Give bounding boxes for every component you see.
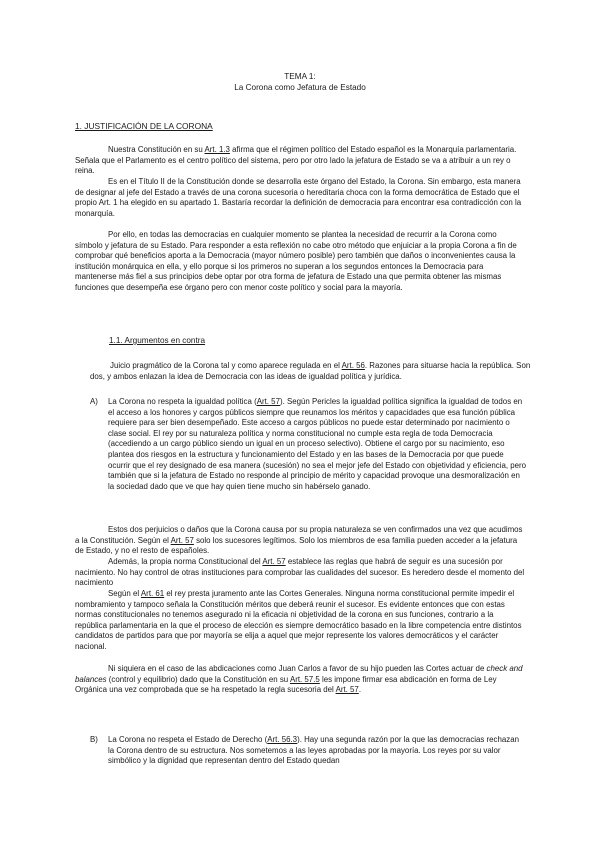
item-b-paragraph-1: La Corona no respeta el Estado de Derecho (Art. 56.3). Hay una segunda razón por la que las democracias rechazan la Corona dentro de su estructura. Nos sometemos a las leyes aprobadas por la mayoría. Los reyes por su valor simbólico y la dignidad que representan dentro del Estado quedan [108,735,520,766]
article-reference: Art. 57.5 [289,674,320,684]
list-marker-b: B) [90,735,98,744]
paragraph-2: Es en el Título II de la Constitución donde se desarrolla este órgano del Estado, la Corona. Sin embargo, esta manera de designar al jefe del Estado a través de una corona sucesoria o hereditaria choca con la forma democrática de Estado que el propio Art. 1 ha elegido en su apartado 1. Bastaría recordar la definición de democracia para encontrar esa contradicción con la monarquía. [75,177,522,218]
theme-number: TEMA 1: [284,72,316,81]
article-reference: Art. 56.3 [267,735,298,744]
article-reference: Art. 1.3 [204,145,230,154]
theme-title: La Corona como Jefatura de Estado [234,83,366,92]
article-reference: Art. 57 [256,397,280,406]
list-marker-a: A) [90,397,98,406]
section-heading-justificacion: 1. JUSTIFICACIÓN DE LA CORONA [75,121,213,131]
paragraph-1: Nuestra Constitución en su Art. 1.3 afirma que el régimen político del Estado español es la Monarquía parlamentaria. Señala que el Parlamento es el centro político del sistema, pero por otro lado la jefatura de Estado se va a atribuir a un rey o reina. [75,145,517,176]
intro-paragraph: Juicio pragmático de la Corona tal y como aparece regulada en el Art. 56. Razones para situarse hacia la república. Son dos, y ambos enlazan la idea de Democracia con las ideas de igualdad política y jurídica. [90,361,531,381]
item-a-paragraph-2: Estos dos perjuicios o daños que la Corona causa por su propia naturaleza se ven confirmados una vez que acudimos a la Constitución. Según el Art. 57 solo los sucesores legítimos. Solo los miembros de esa familia pueden acceder a la jefatura de Estado, y no el resto de españoles. [75,525,523,556]
item-a-paragraph-3: Además, la propia norma Constitucional del Art. 57 establece las reglas que habrá de seguir es una sucesión por nacimiento. No hay control de otras instituciones para comprobar las cualidades del sucesor. Es heredero desde el momento del nacimiento [75,557,525,588]
paragraph-3: Por ello, en todas las democracias en cualquier momento se plantea la necesidad de recurrir a la Corona como símbolo y jefatura de su Estado. Para responder a esta reflexión no cabe otro método que enjuiciar a la propia Corona a fin de comprobar qué beneficios aporta a la Democracia (mayor número posible) pero también que daños o inconvenientes causa la institución monárquica en ella, y ello porque si los primeros no superan a los segundos entonces la Democracia para mantenerse más fiel a sus principios debe optar por otra forma de jefatura de Estado una que permita obtener las mismas funciones que desempeña ese órgano pero con menor coste político y social para la mayoría. [75,230,517,292]
article-reference: Art. 57 [262,557,286,566]
article-reference: Art. 57 [335,685,359,695]
article-reference: Art. 57 [170,535,194,545]
subsection-heading-argumentos: 1.1. Argumentos en contra [109,336,206,345]
article-reference: Art. 56 [341,361,365,370]
item-a-paragraph-1: La Corona no respeta la igualdad política (Art. 57). Según Pericles la igualdad política significa la igualdad de todos en el acceso a los honores y cargos públicos siempre que reunamos los méritos y capacidades que esa función pública requiere para ser bien desempeñado. Este acceso a cargos públicos no puede estar determinado por nacimiento o clase social. El rey por su naturaleza política y norma constitucional no cumple esta regla de toda Democracia (accediendo a un cargo público siendo un igual en un proceso selectivo). Obtiene el cargo por su nacimiento, eso plantea dos riesgos en la estructura y funcionamiento del Estado y en las bases de la Democracia por que puede ocurrir que el rey designado de esa manera (sucesión) no sea el mejor jefe del Estado con objetividad y eficiencia, pero también que si la jefatura de Estado no responde al principio de mérito y capacidad provoque una desmoralización en la sociedad dado que ve que hay quien tiene mucho sin habérselo ganado. [108,397,527,491]
article-reference: Art. 61 [140,589,165,598]
item-a-paragraph-5: Ni siquiera en el caso de las abdicaciones como Juan Carlos a favor de su hijo pueden las Cortes actuar de check and balances (control y equilibrio) dado que la Constitución en su Art. 57.5 les impone firmar esa abdicación en forma de Ley Orgánica una vez comprobada que se ha respetado la regla sucesoria del Art. 57. [75,664,523,695]
item-a-paragraph-4: Según el Art. 61 el rey presta juramento ante las Cortes Generales. Ninguna norma constitucional permite impedir el nombramiento y tampoco señala la Constitución méritos que deberá reunir el sucesor. Es evidente entonces que con estas normas constitucionales no tenemos asegurado ni la eficacia ni objetividad de la corona en sus funciones, contrario a la república parlamentaria en la que el proceso de elección es siempre democrático basado en la libre competencia entre distintos candidatos de partidos para que por mayoría se elija a aquel que mejor represente los valores democráticos y el carácter nacional. [75,589,522,651]
